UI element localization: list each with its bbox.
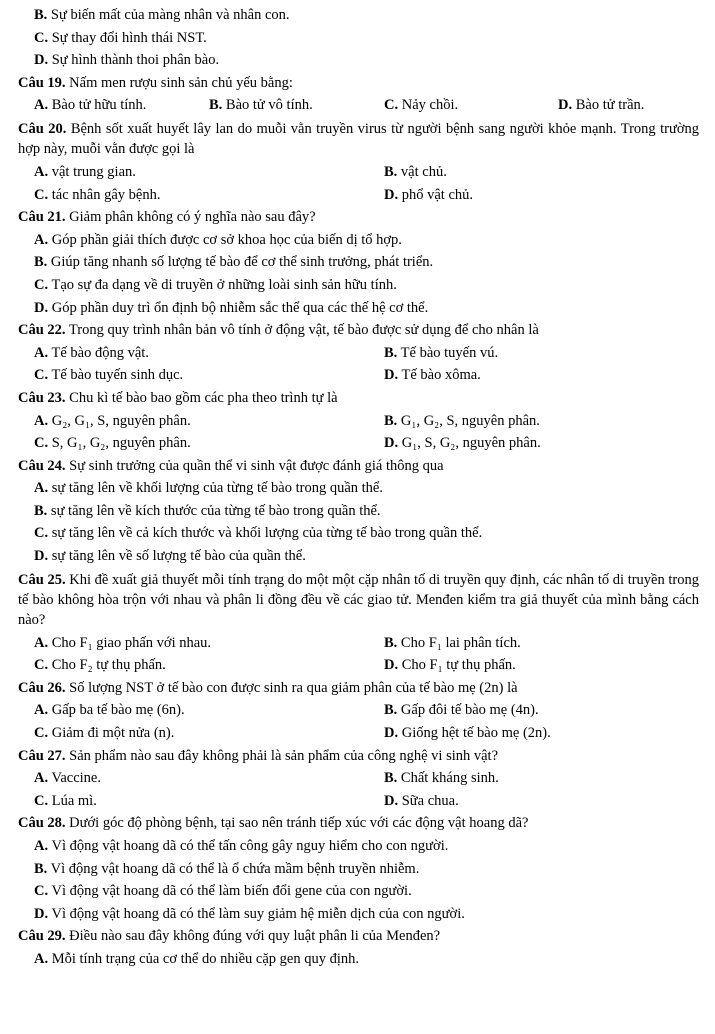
q22-option-c: C. Tế bào tuyến sinh dục. bbox=[34, 367, 184, 384]
q25-options-row1 bbox=[0, 632, 715, 655]
q18-option-b: B. Sự biến mất của màng nhân và nhân con. bbox=[34, 7, 290, 23]
q20-option-a: A. vật trung gian. bbox=[34, 163, 136, 180]
q23-option-c: C. S, G₁, G₂, nguyên phân. bbox=[34, 435, 191, 452]
q25-options-row2 bbox=[0, 654, 715, 677]
q20-options-row1 bbox=[0, 161, 715, 184]
q27-options-row1 bbox=[0, 767, 715, 790]
q18-option-d: D. Sự hình thành thoi phân bào. bbox=[34, 52, 220, 69]
q25-option-a: A. Cho F₁ giao phấn với nhau. bbox=[34, 634, 212, 651]
q20-option-b: B. vật chủ. bbox=[384, 163, 447, 180]
q24-option-d: D. sự tăng lên về số lượng tế bào của quần thể. bbox=[34, 548, 306, 565]
q27-options-row2 bbox=[0, 790, 715, 813]
q19-option-d: D. Bào tử trần. bbox=[558, 97, 645, 114]
q28-option-b: B. Vì động vật hoang dã có thể là ổ chứa mầm bệnh truyền nhiễm. bbox=[34, 860, 420, 877]
q26-option-d: D. Giống hệt tế bào mẹ (2n). bbox=[384, 725, 551, 742]
q20-options-row2 bbox=[0, 184, 715, 207]
q26-option-b: B. Gấp đôi tế bào mẹ (4n). bbox=[384, 702, 539, 719]
q26-options-row1 bbox=[0, 699, 715, 722]
q22-option-a: A. Tế bào động vật. bbox=[34, 344, 149, 361]
q29-stem: Câu 29. Điều nào sau đây không đúng với quy luật phân li của Menđen? bbox=[18, 928, 441, 945]
q25-option-c: C. Cho F₂ tự thụ phấn. bbox=[34, 657, 166, 674]
q21-option-d: D. Góp phần duy trì ổn định bộ nhiễm sắc thể qua các thế hệ cơ thể. bbox=[34, 299, 429, 316]
q26-options-row2 bbox=[0, 722, 715, 745]
q23-option-d: D. G₁, S, G₂, nguyên phân. bbox=[384, 435, 541, 452]
q27-option-a: A. Vaccine. bbox=[34, 770, 101, 787]
q20-option-d: D. phổ vật chủ. bbox=[384, 186, 474, 203]
q28-stem: Câu 28. Dưới góc độ phòng bệnh, tại sao nên tránh tiếp xúc với các động vật hoang dã? bbox=[18, 815, 529, 832]
q27-option-b: B. Chất kháng sinh. bbox=[384, 770, 499, 787]
q26-option-c: C. Giảm đi một nửa (n). bbox=[34, 725, 175, 742]
exam-page bbox=[0, 4, 715, 971]
q21-option-b: B. Giúp tăng nhanh số lượng tế bào để cơ thể sinh trưởng, phát triển. bbox=[34, 254, 434, 271]
q23-option-a: A. G₂, G₁, S, nguyên phân. bbox=[34, 412, 191, 429]
q28-option-a: A. Vì động vật hoang dã có thể tấn công gây nguy hiểm cho con người. bbox=[34, 838, 449, 854]
q23-options-row2 bbox=[0, 432, 715, 455]
q24-option-c: C. sự tăng lên về cả kích thước và khối lượng của từng tế bào trong quần thể. bbox=[34, 525, 483, 542]
q25-stem: Câu 25. Khi đề xuất giả thuyết mỗi tính trạng do một một cặp nhân tố di truyền quy định, các nhân tố di truyền trong tế bào không hòa trộn với nhau và phân li đồng đều về các giao tử. Menđen kiểm tra giả thuyết của mình bằng cách nào? bbox=[18, 571, 700, 628]
q27-stem: Câu 27. Sản phẩm nào sau đây không phải là sản phẩm của công nghệ vi sinh vật? bbox=[18, 747, 499, 764]
q25-option-d: D. Cho F₁ tự thụ phấn. bbox=[384, 657, 516, 674]
q23-options-row1 bbox=[0, 410, 715, 433]
q24-option-b: B. sự tăng lên về kích thước của từng tế bào trong quần thể. bbox=[34, 502, 381, 519]
q22-stem: Câu 22. Trong quy trình nhân bản vô tính ở động vật, tế bào được sử dụng để cho nhân là bbox=[18, 322, 539, 339]
q27-option-d: D. Sữa chua. bbox=[384, 792, 459, 809]
q23-option-b: B. G₁, G₂, S, nguyên phân. bbox=[384, 412, 540, 429]
q22-option-b: B. Tế bào tuyến vú. bbox=[384, 344, 499, 361]
q24-option-a: A. sự tăng lên về khối lượng của từng tế bào trong quần thể. bbox=[34, 480, 383, 497]
q22-options-row2 bbox=[0, 364, 715, 387]
q21-stem: Câu 21. Giảm phân không có ý nghĩa nào sau đây? bbox=[18, 209, 316, 226]
q22-option-d: D. Tế bào xôma. bbox=[384, 367, 481, 384]
q19-option-c: C. Nảy chồi. bbox=[384, 97, 459, 114]
q25-option-b: B. Cho F₁ lai phân tích. bbox=[384, 634, 521, 651]
q21-option-c: C. Tạo sự đa dạng về di truyền ở những loài sinh sản hữu tính. bbox=[34, 276, 397, 293]
q29-option-a: A. Mỗi tính trạng của cơ thể do nhiều cặp gen quy định. bbox=[34, 950, 359, 967]
q21-option-a: A. Góp phần giải thích được cơ sở khoa học của biến dị tổ hợp. bbox=[34, 231, 402, 248]
q22-options-row1 bbox=[0, 342, 715, 365]
q19-option-b: B. Bào tử vô tính. bbox=[209, 97, 313, 114]
q24-stem: Câu 24. Sự sinh trưởng của quần thể vi sinh vật được đánh giá thông qua bbox=[18, 457, 444, 474]
q23-stem: Câu 23. Chu kì tế bào bao gồm các pha theo trình tự là bbox=[18, 389, 338, 406]
q20-stem: Câu 20. Bệnh sốt xuất huyết lây lan do muỗi vằn truyền virus từ người bệnh sang người khỏe mạnh. Trong trường hợp này, muỗi vằn được gọi là bbox=[18, 120, 699, 157]
q26-stem: Câu 26. Số lượng NST ở tế bào con được sinh ra qua giảm phân của tế bào mẹ (2n) là bbox=[18, 679, 518, 696]
q19-option-a: A. Bào tử hữu tính. bbox=[34, 97, 147, 114]
q28-option-d: D. Vì động vật hoang dã có thể làm suy giảm hệ miễn dịch của con người. bbox=[34, 905, 465, 922]
q19-stem: Câu 19. Nấm men rượu sinh sản chủ yếu bằng: bbox=[18, 74, 293, 91]
q19-options bbox=[0, 94, 715, 117]
q27-option-c: C. Lúa mì. bbox=[34, 792, 97, 809]
q26-option-a: A. Gấp ba tế bào mẹ (6n). bbox=[34, 702, 185, 719]
q20-option-c: C. tác nhân gây bệnh. bbox=[34, 186, 161, 203]
q18-option-c: C. Sự thay đổi hình thái NST. bbox=[34, 29, 207, 46]
q28-option-c: C. Vì động vật hoang dã có thể làm biến đổi gene của con người. bbox=[34, 883, 412, 900]
